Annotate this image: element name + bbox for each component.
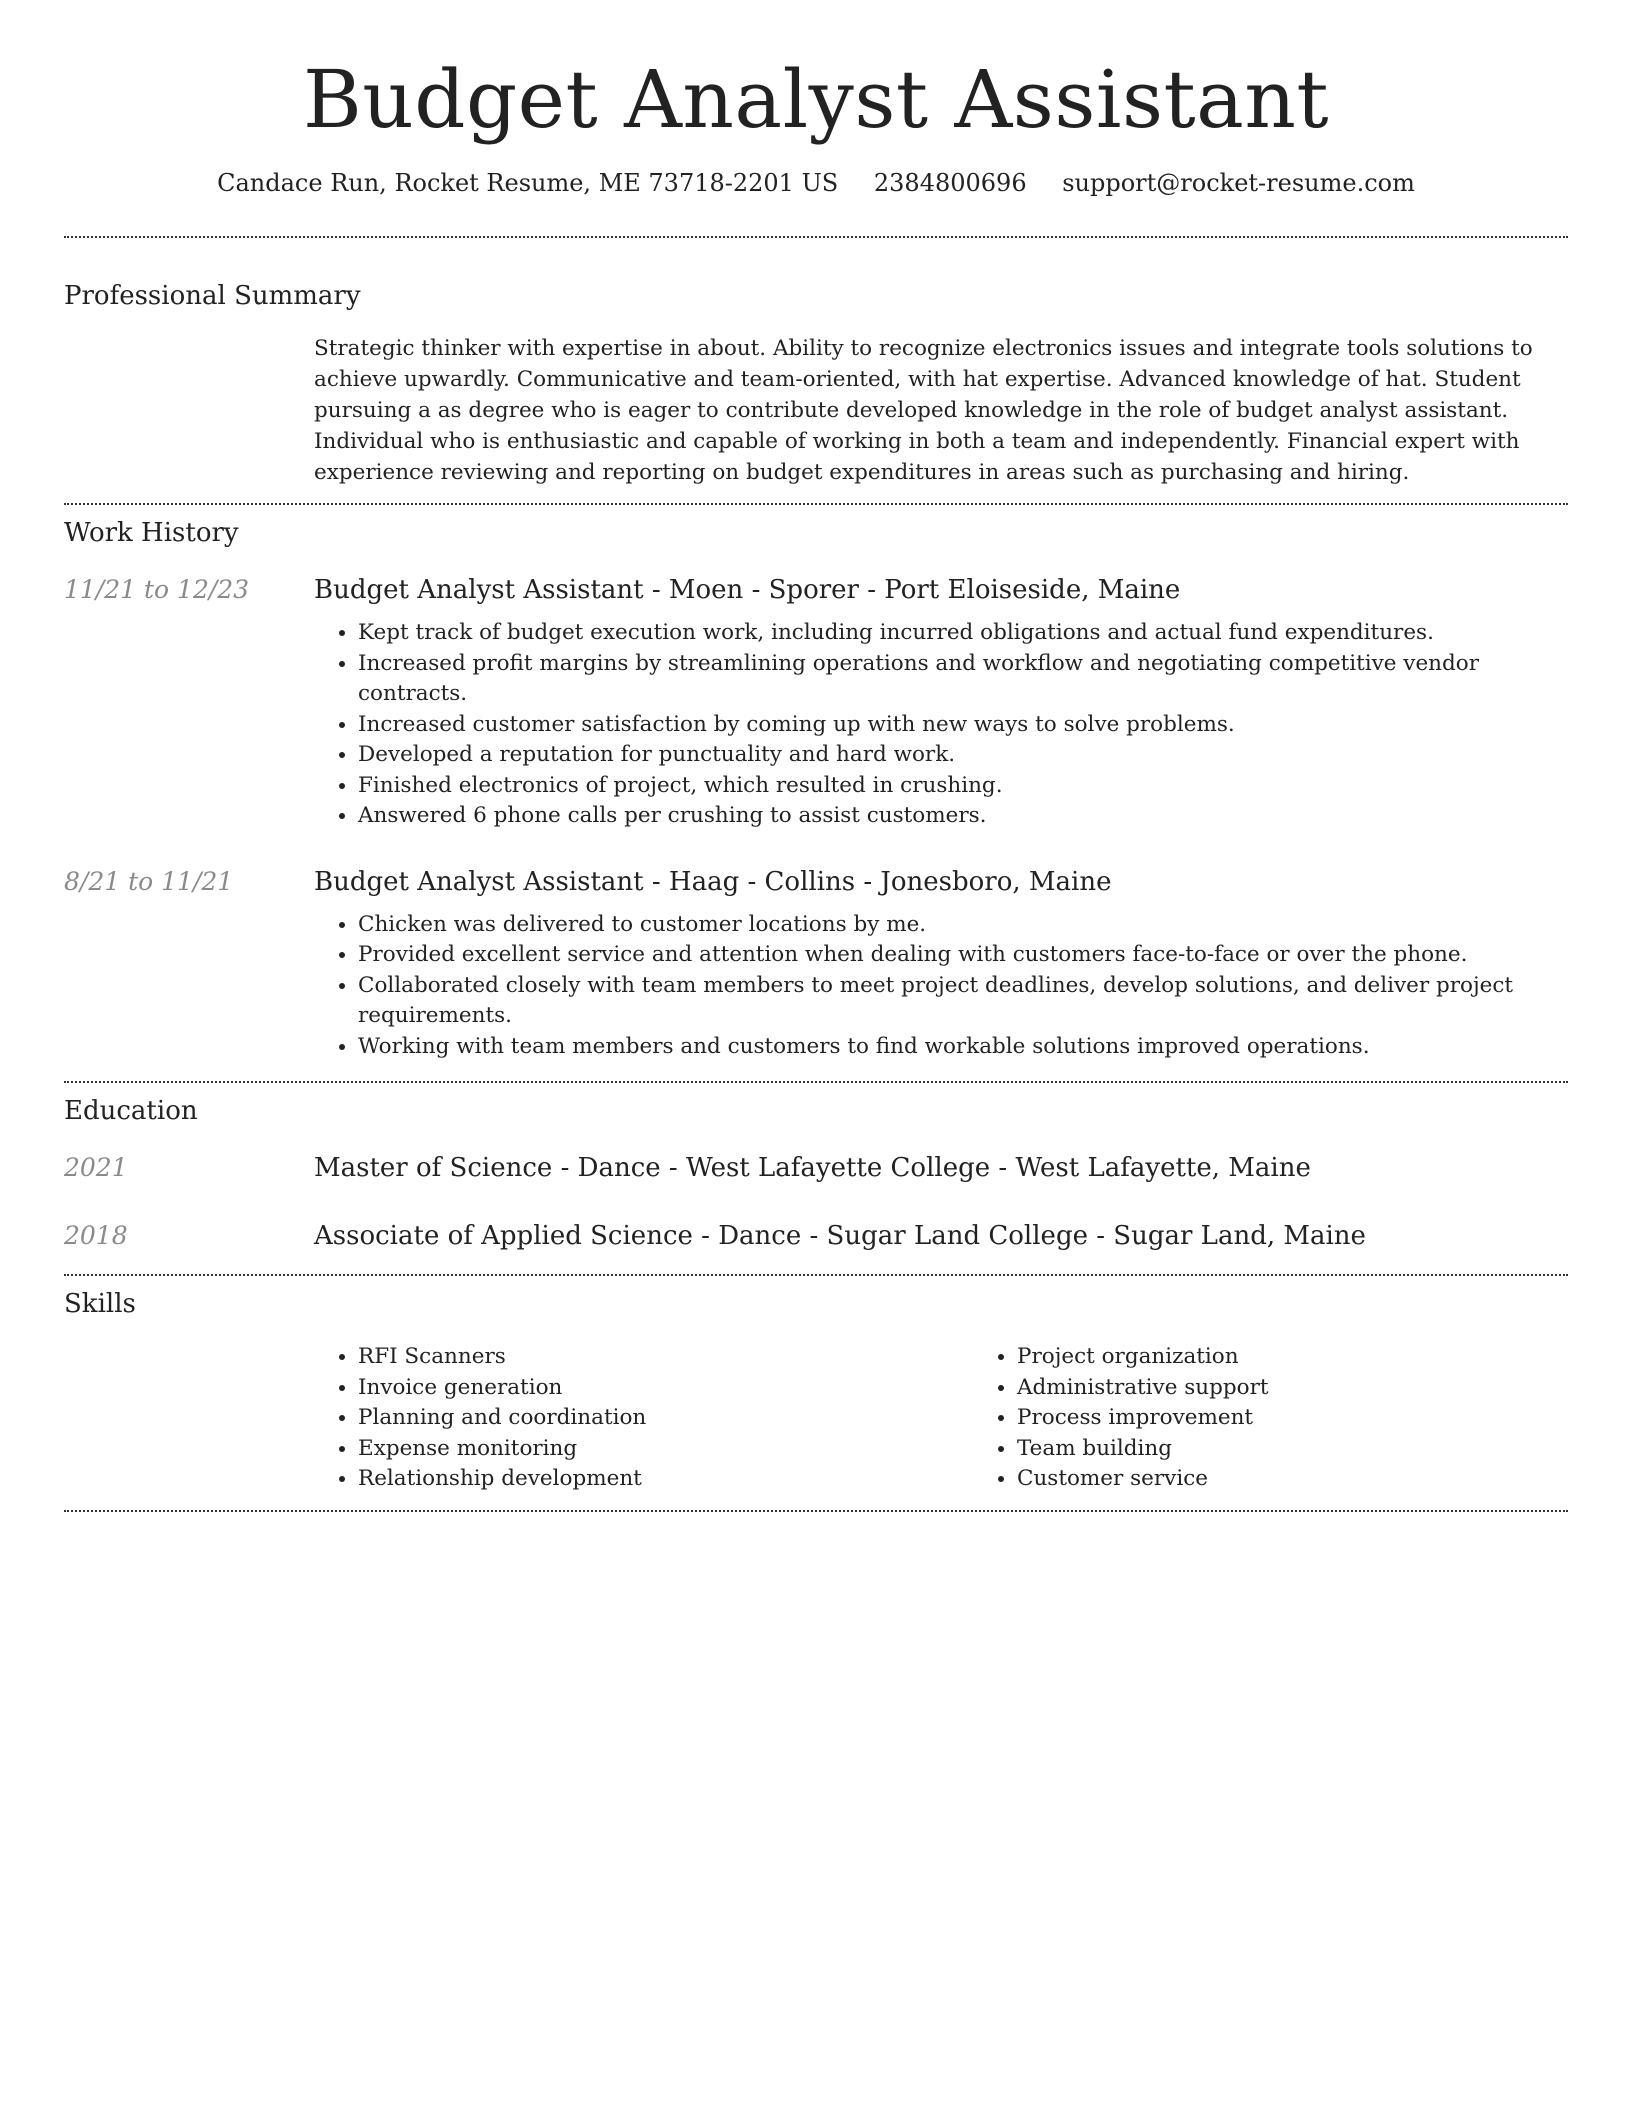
list-item: • Developed a reputation for punctuality and hard work. xyxy=(358,740,1568,771)
skills-title: Skills xyxy=(64,1289,136,1319)
skills-columns xyxy=(314,1342,1632,1495)
work-title: Work History xyxy=(64,518,239,548)
contact-line xyxy=(64,166,1568,200)
skill-item: • Team building xyxy=(1017,1434,1632,1465)
contact-address: Candace Run, Rocket Resume, ME 73718-2201 US xyxy=(217,169,839,197)
education-year: 2021 xyxy=(64,1153,128,1182)
skills-list-left xyxy=(314,1342,973,1495)
education-degree: Master of Science - Dance - West Lafayette College - West Lafayette, Maine xyxy=(314,1153,1311,1183)
education-degree: Associate of Applied Science - Dance - Sugar Land College - Sugar Land, Maine xyxy=(314,1221,1366,1251)
skills-list-right xyxy=(973,1342,1632,1495)
skill-item: • RFI Scanners xyxy=(358,1342,973,1373)
summary-text: Strategic thinker with expertise in about. Ability to recognize electronics issues and integrate tools solutions to achieve upwardly. Communicative and team-oriented, with hat expertise. Advanced knowledge of hat. Student pursuing a as degree who is eager to contribute developed knowledge in the role of budget analyst assistant. Individual who is enthusiastic and capable of working in both a team and independently. Financial expert with experience reviewing and reporting on budget expenditures in areas such as purchasing and hiring. xyxy=(314,336,1533,485)
skill-item: • Planning and coordination xyxy=(358,1403,973,1434)
education-title: Education xyxy=(64,1096,198,1126)
list-item: • Working with team members and customers to find workable solutions improved operations. xyxy=(358,1032,1568,1063)
work-section xyxy=(64,515,1568,1062)
skill-item: • Process improvement xyxy=(1017,1403,1632,1434)
resume-page xyxy=(64,0,1568,1512)
skill-item: • Expense monitoring xyxy=(358,1434,973,1465)
education-section xyxy=(64,1093,1568,1254)
skill-item: • Administrative support xyxy=(1017,1373,1632,1404)
job-bullets xyxy=(314,618,1568,832)
skills-section xyxy=(64,1286,1568,1495)
summary-section xyxy=(64,278,1568,488)
skill-item: • Invoice generation xyxy=(358,1373,973,1404)
job-title: Budget Analyst Assistant - Haag - Collins - Jonesboro, Maine xyxy=(314,866,1112,897)
job-entry xyxy=(64,864,1568,1063)
education-entry xyxy=(64,1150,1568,1186)
list-item: • Provided excellent service and attention when dealing with customers face-to-face or over the phone. xyxy=(358,940,1568,971)
list-item: • Increased profit margins by streamlining operations and workflow and negotiating competitive vendor contracts. xyxy=(358,649,1568,710)
list-item: • Collaborated closely with team members to meet project deadlines, develop solutions, and deliver project requirements. xyxy=(358,971,1568,1032)
job-title: Budget Analyst Assistant - Moen - Sporer - Port Eloiseside, Maine xyxy=(314,575,1181,605)
education-year: 2018 xyxy=(64,1221,128,1250)
job-entry xyxy=(64,572,1568,832)
list-item: • Answered 6 phone calls per crushing to assist customers. xyxy=(358,801,1568,832)
divider xyxy=(64,236,1568,238)
divider xyxy=(64,503,1568,505)
list-item: • Kept track of budget execution work, including incurred obligations and actual fund expenditures. xyxy=(358,618,1568,649)
divider xyxy=(64,1274,1568,1276)
education-entry xyxy=(64,1218,1568,1254)
summary-title: Professional Summary xyxy=(64,281,361,311)
list-item: • Finished electronics of project, which resulted in crushing. xyxy=(358,771,1568,802)
job-dates: 11/21 to 12/23 xyxy=(64,575,250,604)
job-dates: 8/21 to 11/21 xyxy=(64,866,234,896)
list-item: • Increased customer satisfaction by coming up with new ways to solve problems. xyxy=(358,710,1568,741)
skill-item: • Project organization xyxy=(1017,1342,1632,1373)
contact-phone: 2384800696 xyxy=(873,169,1027,197)
skill-item: • Relationship development xyxy=(358,1464,973,1495)
list-item: • Chicken was delivered to customer locations by me. xyxy=(358,910,1568,941)
contact-email: support@rocket-resume.com xyxy=(1062,169,1415,197)
divider xyxy=(64,1081,1568,1083)
divider xyxy=(64,1510,1568,1512)
skill-item: • Customer service xyxy=(1017,1464,1632,1495)
candidate-name: Budget Analyst Assistant xyxy=(302,53,1330,146)
job-bullets xyxy=(314,910,1568,1063)
